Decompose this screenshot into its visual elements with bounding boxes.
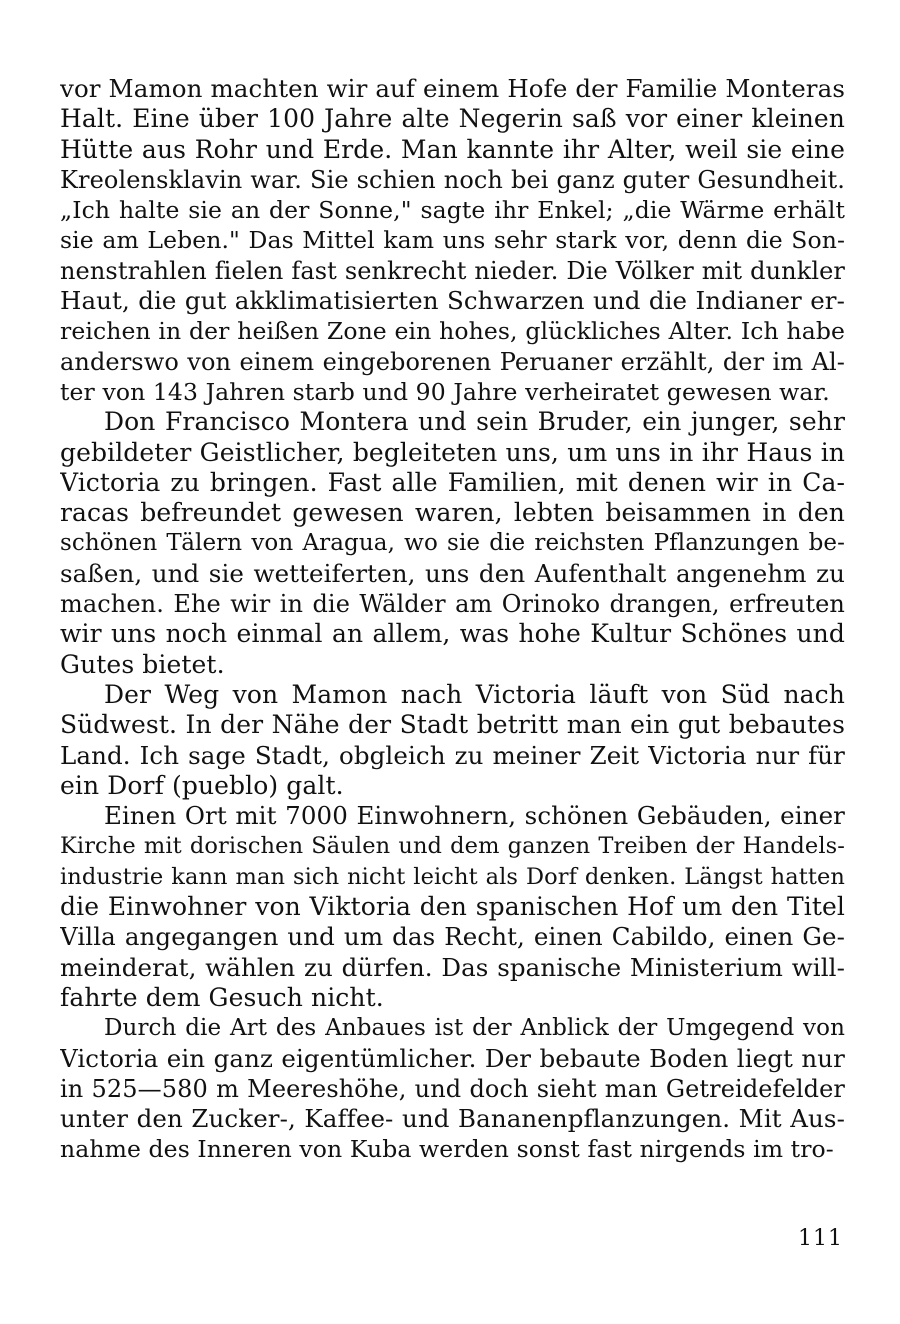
text-line: nahme des Inneren von Kuba werden sonst fast nirgends im tro- — [60, 1135, 834, 1164]
paragraph — [60, 680, 845, 801]
text-line: Südwest. In der Nähe der Stadt betritt man ein gut bebautes — [60, 710, 845, 740]
paragraph — [60, 801, 845, 1013]
text-line: unter den Zucker-, Kaffee- und Bananenpflanzungen. Mit Aus- — [60, 1104, 845, 1134]
text-line: Haut, die gut akklimatisierten Schwarzen und die Indianer er- — [60, 286, 845, 316]
text-line: Gutes bietet. — [60, 649, 225, 679]
paragraph — [60, 1013, 845, 1164]
paragraph — [60, 407, 845, 680]
page-number: 111 — [798, 1226, 843, 1251]
body-text — [60, 74, 845, 1165]
text-line: Victoria zu bringen. Fast alle Familien, mit denen wir in Ca- — [60, 467, 845, 497]
text-line: Land. Ich sage Stadt, obgleich zu meiner Zeit Victoria nur für — [60, 740, 845, 770]
text-line: fahrte dem Gesuch nicht. — [60, 982, 384, 1012]
text-line: racas befreundet gewesen waren, lebten beisammen in den — [60, 498, 845, 528]
text-line: in 525—580 m Meereshöhe, und doch sieht man Getreidefelder — [60, 1074, 845, 1103]
text-line: vor Mamon machten wir auf einem Hofe der Familie Monteras — [60, 74, 845, 103]
text-line: industrie kann man sich nicht leicht als Dorf denken. Längst hatten — [60, 863, 845, 890]
text-line: ein Dorf (pueblo) galt. — [60, 770, 344, 800]
text-line: Don Francisco Montera und sein Bruder, ein junger, sehr — [104, 407, 845, 437]
text-line: ter von 143 Jahren starb und 90 Jahre verheiratet gewesen war. — [60, 377, 830, 406]
text-line: Der Weg von Mamon nach Victoria läuft von Süd nach — [104, 679, 845, 709]
text-line: machen. Ehe wir in die Wälder am Orinoko drangen, erfreuten — [60, 590, 845, 619]
text-line: Halt. Eine über 100 Jahre alte Negerin saß vor einer kleinen — [60, 104, 845, 134]
text-line: meinderat, wählen zu dürfen. Das spanische Ministerium will- — [60, 952, 845, 982]
text-line: die Einwohner von Viktoria den spanischen Hof um den Titel — [60, 892, 845, 922]
text-line: Einen Ort mit 7000 Einwohnern, schönen Gebäuden, einer — [104, 801, 845, 831]
text-line: saßen, und sie wetteiferten, uns den Aufenthalt angenehm zu — [60, 558, 845, 588]
text-line: Kreolensklavin war. Sie schien noch bei ganz guter Gesundheit. — [60, 165, 845, 194]
paragraph — [60, 74, 845, 407]
text-line: anderswo von einem eingeborenen Peruaner erzählt, der im Al- — [60, 347, 845, 376]
text-line: Hütte aus Rohr und Erde. Man kannte ihr Alter, weil sie eine — [60, 134, 845, 164]
text-line: gebildeter Geistlicher, begleiteten uns, um uns in ihr Haus in — [60, 437, 845, 467]
text-line: sie am Leben." Das Mittel kam uns sehr stark vor, denn die Son- — [60, 226, 845, 255]
text-line: Kirche mit dorischen Säulen und dem ganzen Treiben der Handels- — [60, 833, 845, 860]
text-line: schönen Tälern von Aragua, wo sie die reichsten Pflanzungen be- — [60, 530, 845, 557]
text-line: wir uns noch einmal an allem, was hohe Kultur Schönes und — [60, 619, 845, 649]
text-line: Villa angegangen und um das Recht, einen Cabildo, einen Ge- — [60, 922, 845, 952]
text-line: nenstrahlen fielen fast senkrecht nieder. Die Völker mit dunkler — [60, 256, 845, 285]
text-line: Victoria ein ganz eigentümlicher. Der bebaute Boden liegt nur — [60, 1043, 845, 1073]
text-line: „Ich halte sie an der Sonne," sagte ihr Enkel; „die Wärme erhält — [60, 196, 845, 225]
text-line: reichen in der heißen Zone ein hohes, glückliches Alter. Ich habe — [60, 317, 845, 346]
text-line: Durch die Art des Anbaues ist der Anblick der Umgegend von — [104, 1015, 845, 1042]
